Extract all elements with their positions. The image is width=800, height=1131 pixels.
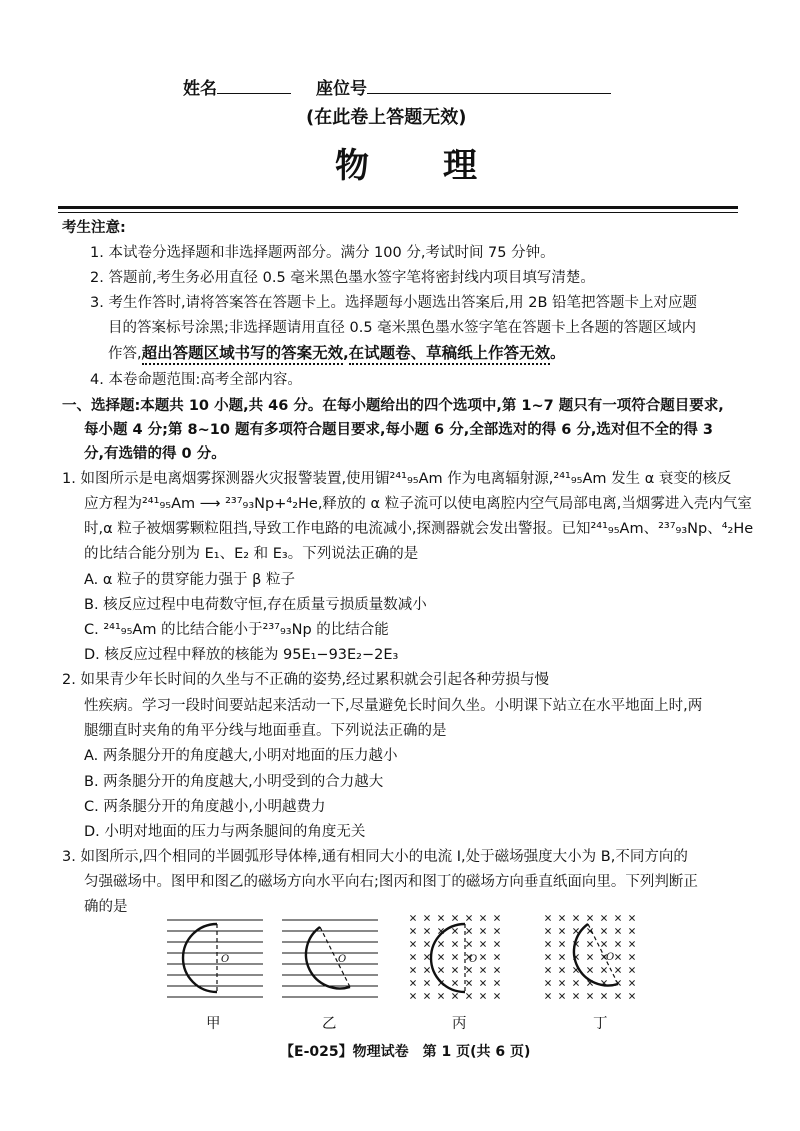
q1-option-d: D. 核反应过程中释放的核能为 95E₁−93E₂−2E₃ (84, 647, 399, 663)
notice-item-3-prefix: 作答, (108, 346, 142, 362)
name-field (183, 74, 291, 99)
q2-option-d: D. 小明对地面的压力与两条腿间的角度无关 (84, 824, 366, 840)
notice-item-4: 4. 本卷命题范围:高考全部内容。 (90, 372, 302, 388)
notice-item-3-line-2: 目的答案标号涂黑;非选择题请用直径 0.5 毫米黑色墨水签字笔在答题卡上各题的答题区域内 (108, 320, 697, 336)
seat-field (316, 74, 611, 99)
field-crosses (545, 915, 634, 998)
center-label: O (338, 954, 347, 965)
q3-line-2: 匀强磁场中。图甲和图乙的磁场方向水平向右;图丙和图丁的磁场方向垂直纸面向里。下列判断正 (84, 874, 698, 890)
seat-blank (367, 77, 611, 94)
figure-yi (280, 910, 380, 1005)
q3-line-3: 确的是 (84, 899, 128, 915)
emphasis-end: 。 (550, 346, 565, 362)
semicircle-conductor (431, 924, 465, 992)
field-lines-horizontal (282, 920, 378, 997)
notice-heading: 考生注意: (62, 220, 126, 236)
page-footer: 【E-025】物理试卷 第 1 页(共 6 页) (280, 1044, 531, 1060)
subject-title: 物 理 (335, 146, 479, 186)
q1-line-2: 应方程为²⁴¹₉₅Am ⟶ ²³⁷₉₃Np+⁴₂He,释放的 α 粒子流可以使电离腔内空气局部电离,当烟雾进入壳内气室 (84, 496, 752, 512)
q2-line-3: 腿绷直时夹角的角平分线与地面垂直。下列说法正确的是 (84, 723, 447, 739)
figure-jia (165, 910, 265, 1005)
q1-line-4: 的比结合能分别为 E₁、E₂ 和 E₃。下列说法正确的是 (84, 546, 419, 562)
q2-line-2: 性疾病。学习一段时间要站起来活动一下,尽量避免长时间久坐。小明课下站立在水平地面上时,两 (84, 698, 703, 714)
q1-option-a: A. α 粒子的贯穿能力强于 β 粒子 (84, 572, 296, 588)
emphasis-text-1: 超出答题区域书写的答案无效 (142, 344, 344, 365)
semicircle-conductor (183, 924, 217, 992)
q3-line-1: 3. 如图所示,四个相同的半圆弧形导体棒,通有相同大小的电流 I,处于磁场强度大小为 B,不同方向的 (62, 849, 688, 865)
figure-label-jia: 甲 (206, 1016, 221, 1032)
seat-label: 座位号 (316, 79, 367, 99)
invalid-note: (在此卷上答题无效) (306, 107, 467, 128)
figure-label-ding: 丁 (593, 1016, 608, 1032)
header-rule-thin (58, 212, 738, 213)
q2-option-a: A. 两条腿分开的角度越大,小明对地面的压力越小 (84, 748, 398, 764)
section-1-line-3: 分,有选错的得 0 分。 (84, 446, 226, 462)
center-label: O (221, 954, 230, 965)
notice-item-3-line-1: 3. 考生作答时,请将答案答在答题卡上。选择题每小题选出答案后,用 2B 铅笔把答题卡上对应题 (90, 295, 698, 311)
q1-option-b: B. 核反应过程中电荷数守恒,存在质量亏损质量数减小 (84, 597, 427, 613)
header-rule-thick (58, 206, 738, 209)
section-1-line-2: 每小题 4 分;第 8~10 题有多项符合题目要求,每小题 6 分,全部选对的得 6 分,选对但不全的得 3 (84, 422, 714, 438)
center-label: O (469, 954, 478, 965)
q1-line-1: 1. 如图所示是电离烟雾探测器火灾报警装置,使用镅²⁴¹₉₅Am 作为电离辐射源,²⁴¹₉₅Am 发生 α 衰变的核反 (62, 471, 732, 487)
notice-item-1: 1. 本试卷分选择题和非选择题两部分。满分 100 分,考试时间 75 分钟。 (90, 245, 555, 261)
center-label: O (606, 952, 615, 963)
notice-item-2: 2. 答题前,考生务必用直径 0.5 毫米黑色墨水签字笔将密封线内项目填写清楚。 (90, 270, 595, 286)
figure-ding (540, 910, 640, 1005)
q2-option-b: B. 两条腿分开的角度越大,小明受到的合力越大 (84, 774, 384, 790)
figure-bing (405, 910, 505, 1005)
q1-option-c: C. ²⁴¹₉₅Am 的比结合能小于²³⁷₉₃Np 的比结合能 (84, 622, 389, 638)
name-label: 姓名 (183, 79, 217, 99)
q2-option-c: C. 两条腿分开的角度越小,小明越费力 (84, 799, 326, 815)
field-crosses (410, 915, 499, 998)
section-1-line-1: 一、选择题:本题共 10 小题,共 46 分。在每小题给出的四个选项中,第 1~7 题只有一项符合题目要求, (62, 398, 724, 414)
figure-label-bing: 丙 (452, 1016, 467, 1032)
emphasis-text-2: 在试题卷、草稿纸上作答无效 (349, 344, 551, 365)
figure-label-yi: 乙 (322, 1016, 337, 1032)
field-lines-horizontal (167, 920, 263, 997)
emphasis-separator: , (343, 346, 349, 362)
q2-line-1: 2. 如果青少年长时间的久坐与不正确的姿势,经过累积就会引起各种劳损与慢 (62, 672, 550, 688)
q1-line-3: 时,α 粒子被烟雾颗粒阻挡,导致工作电路的电流减小,探测器就会发出警报。已知²⁴¹₉₅Am、²³⁷₉₃Np、⁴₂He (84, 521, 754, 537)
name-blank (217, 77, 291, 94)
notice-item-3-line-3 (108, 343, 565, 364)
